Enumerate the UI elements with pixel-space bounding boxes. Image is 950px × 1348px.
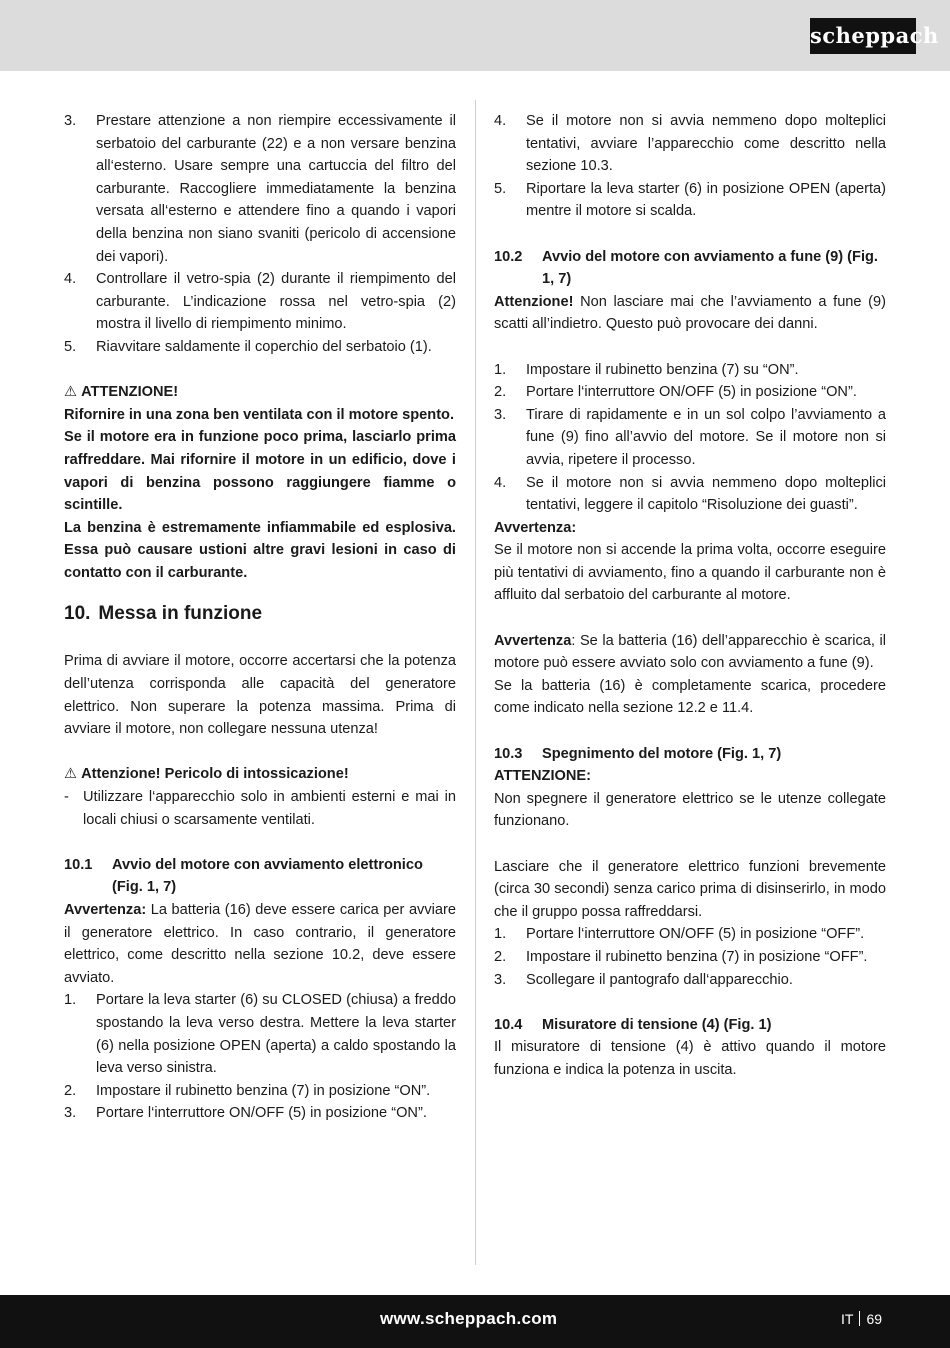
list-text: Controllare il vetro-spia (2) durante il riempimento del carburante. L’indicazione rossa nel vetro-spia (2) mostra il livello di riempimento minimo. xyxy=(96,271,456,333)
list-number: 2. xyxy=(494,384,507,401)
battery-note-2: Se la batteria (16) è completamente scarica, procedere come indicato nella sezione 12.2 e 11.4. xyxy=(494,677,886,717)
subsection-number: 10.3 xyxy=(494,745,523,762)
note-text: La batteria (16) deve essere carica per avviare il generatore elettrico. In caso contrario, il generatore elettrico, come descritto nella sezione 10.2, deve essere avviato. xyxy=(64,902,456,986)
list-number: 2. xyxy=(64,1082,77,1099)
warning-heading xyxy=(64,381,456,404)
list-item xyxy=(64,1080,456,1103)
subsection-title: Misuratore di tensione (4) (Fig. 1) xyxy=(542,1016,772,1033)
list-number: 4. xyxy=(494,113,507,129)
battery-note-text: : Se la batteria (16) dell’apparecchio è scarica, il motore può essere avviato solo con avviamento a fune (9). xyxy=(494,632,886,672)
list-text: Se il motore non si avvia nemmeno dopo molteplici tentativi, leggere il capitolo “Risoluzione dei guasti”. xyxy=(526,474,886,514)
list-number: 1. xyxy=(494,361,507,378)
list-text: Portare l‘interruttore ON/OFF (5) in posizione “OFF”. xyxy=(526,926,865,943)
section-heading xyxy=(64,602,456,626)
list-item xyxy=(64,989,456,1079)
paragraph: Lasciare che il generatore elettrico funzioni brevemente (circa 30 secondi) senza carico prima di disinserirlo, in modo che il gruppo possa raffreddarsi. xyxy=(494,858,886,920)
note-label: Avvertenza: xyxy=(494,519,577,536)
language-code: IT xyxy=(841,1311,854,1327)
list-text: Impostare il rubinetto benzina (7) su “ON”. xyxy=(526,361,799,378)
page-footer xyxy=(0,1295,950,1348)
section-number: 10. xyxy=(64,603,91,625)
list-number: 5. xyxy=(64,338,77,355)
intoxication-title: Attenzione! Pericolo di intossicazione! xyxy=(81,766,349,783)
warning-paragraph: Se il motore era in funzione poco prima, lasciarlo prima raffreddare. Mai rifornire il motore in un edificio, dove i vapori di benzina possono raggiungere fiamme o scintille. xyxy=(64,429,456,514)
list-text: Tirare di rapidamente e in un sol colpo l’avviamento a fune (9) fino all’avvio del motore. Se il motore non si avvia, ripetere il processo. xyxy=(526,406,886,468)
list-text: Impostare il rubinetto benzina (7) in posizione “OFF”. xyxy=(526,948,868,965)
warning-paragraph: Rifornire in una zona ben ventilata con il motore spento. xyxy=(64,406,455,423)
list-number: 3. xyxy=(494,971,507,988)
battery-note-label: Avvertenza xyxy=(494,632,572,649)
list-text: Riavvitare saldamente il coperchio del serbatoio (1). xyxy=(96,338,432,355)
list-number: 4. xyxy=(64,271,77,288)
list-item xyxy=(494,923,886,946)
warning-triangle-icon: ⚠ xyxy=(64,384,78,401)
attention-text: Non lasciare mai che l’avviamento a fune (9) scatti all’indietro. Questo può provocare dei danni. xyxy=(494,293,886,333)
list-text: Portare l‘interruttore ON/OFF (5) in posizione “ON”. xyxy=(526,384,857,401)
list-text: Se il motore non si avvia nemmeno dopo molteplici tentativi, avviare l’apparecchio come descritto nella sezione 10.3. xyxy=(526,113,886,175)
section-intro: Prima di avviare il motore, occorre accertarsi che la potenza dell’utenza corrisponda alle capacità del generatore elettrico. Non superare la potenza massima. Prima di avviare il motore, non collegare nessuna utenza! xyxy=(64,653,456,738)
attention-label: Attenzione! xyxy=(494,293,574,310)
subsection-number: 10.2 xyxy=(494,248,523,265)
column-divider xyxy=(475,100,476,1265)
subsection-title: Avvio del motore con avviamento elettronico (Fig. 1, 7) xyxy=(112,856,423,896)
warning-triangle-icon: ⚠ xyxy=(64,766,78,783)
page-separator xyxy=(859,1311,860,1326)
list-number: 4. xyxy=(494,474,507,491)
subsection-number: 10.1 xyxy=(64,856,93,873)
website-link[interactable]: www.scheppach.com xyxy=(380,1309,558,1328)
list-item xyxy=(494,472,886,517)
list-number: 2. xyxy=(494,948,507,965)
paragraph: Il misuratore di tensione (4) è attivo quando il motore funziona e indica la potenza in uscita. xyxy=(494,1039,886,1078)
list-item xyxy=(64,268,456,336)
list-item xyxy=(64,336,456,359)
list-text: Riportare la leva starter (6) in posizione OPEN (aperta) mentre il motore si scalda. xyxy=(526,180,886,220)
page-header xyxy=(0,0,950,71)
left-column xyxy=(64,110,456,1125)
subsection-heading xyxy=(494,246,886,291)
list-text: Portare l‘interruttore ON/OFF (5) in posizione “ON”. xyxy=(96,1105,427,1122)
intoxication-heading xyxy=(64,763,456,786)
list-item xyxy=(64,1102,456,1125)
list-dash: - xyxy=(64,789,69,806)
list-item xyxy=(494,110,886,178)
brand-logo: scheppach xyxy=(810,18,916,54)
attention-text: Non spegnere il generatore elettrico se le utenze collegate funzionano. xyxy=(494,790,886,830)
list-text: Impostare il rubinetto benzina (7) in posizione “ON”. xyxy=(96,1082,431,1099)
list-text: Scollegare il pantografo dall‘apparecchio. xyxy=(526,971,793,988)
attention-label: ATTENZIONE: xyxy=(494,768,592,785)
subsection-title: Spegnimento del motore (Fig. 1, 7) xyxy=(542,745,782,762)
list-item xyxy=(494,178,886,223)
page-number: 69 xyxy=(866,1311,883,1327)
subsection-heading xyxy=(494,743,886,766)
list-number: 3. xyxy=(64,1105,77,1122)
list-item xyxy=(494,359,886,382)
list-item xyxy=(494,969,886,992)
list-item xyxy=(494,404,886,472)
page-info xyxy=(841,1311,882,1327)
subsection-title: Avvio del motore con avviamento a fune (9) (Fig. 1, 7) xyxy=(542,248,878,288)
list-item xyxy=(494,381,886,404)
note-paragraph xyxy=(64,899,456,989)
attention-paragraph xyxy=(494,291,886,336)
subsection-number: 10.4 xyxy=(494,1016,523,1033)
list-text: Portare la leva starter (6) su CLOSED (chiusa) a freddo spostando la leva verso destra. Mettere la leva starter (6) nella posizione OPEN (aperta) a caldo spostando la leva verso sinistra. xyxy=(96,992,456,1077)
warning-title: ATTENZIONE! xyxy=(81,384,179,401)
warning-paragraph: La benzina è estremamente infiammabile ed esplosiva. Essa può causare ustioni altre gravi lesioni in caso di contatto con il carburante. xyxy=(64,519,456,581)
battery-note xyxy=(494,630,886,675)
note-text: Se il motore non si accende la prima volta, occorre eseguire più tentativi di avviamento, fino a quando il carburante non è affluito dal serbatoio del carburante al motore. xyxy=(494,542,886,604)
list-number: 5. xyxy=(494,180,507,197)
subsection-heading xyxy=(494,1014,886,1037)
list-number: 1. xyxy=(494,926,507,943)
subsection-heading xyxy=(64,854,456,899)
list-text: Utilizzare l‘apparecchio solo in ambienti esterni e mai in locali chiusi o scarsamente ventilati. xyxy=(83,789,456,828)
list-item xyxy=(64,110,456,268)
list-item xyxy=(64,786,456,831)
list-number: 3. xyxy=(494,406,507,423)
list-text: Prestare attenzione a non riempire eccessivamente il serbatoio del carburante (22) e a non versare benzina all‘esterno. Usare sempre una cartuccia del filtro del carburante. Raccogliere immediatamente la benzina versata all‘esterno e attendere fino a quando i vapori della benzina non siano svaniti (pericolo di accensione dei vapori). xyxy=(96,113,456,265)
right-column xyxy=(494,110,886,1082)
list-number: 3. xyxy=(64,113,77,129)
list-item xyxy=(494,946,886,969)
note-label: Avvertenza: xyxy=(64,902,147,918)
list-number: 1. xyxy=(64,992,77,1009)
section-title: Messa in funzione xyxy=(98,603,263,625)
